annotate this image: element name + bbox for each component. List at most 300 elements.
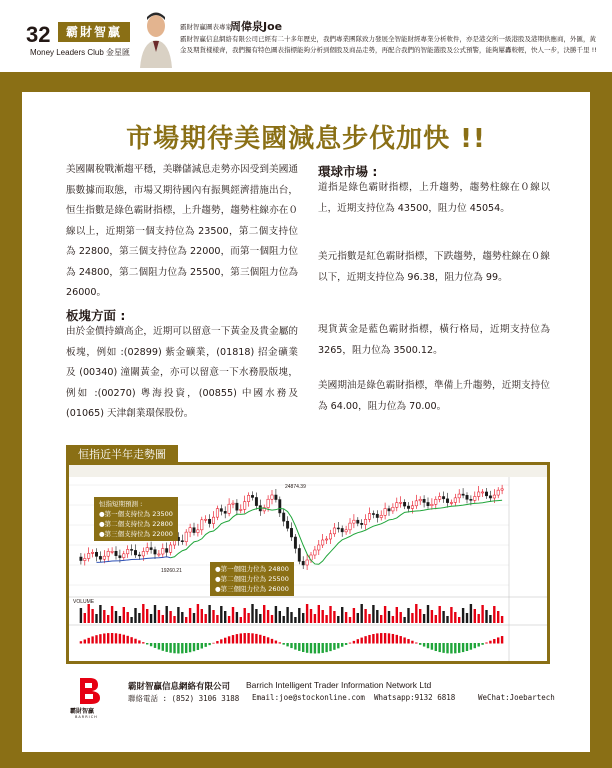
candle-body [115,551,117,555]
support-2: ●第二個支持位為 22800 [99,520,173,528]
macd-bar [263,636,265,644]
candle-body [427,502,429,505]
left-paragraph-1: 美國關稅戰漸趨平穩，美聯儲減息走勢亦因受到美國通脹數據而取態，市場又期待國內有振興經濟措施出台，恒生指數是綠色霸財指標，上升趨勢，趨勢柱線亦在０線以上，近期第一個支持位為 23500，第二個支持位為 22800，第三個支持位為 22000，而第一個阻力位為 24800，第二個阻力位為 25500，第三個阻力位為 26000。 [66,164,298,298]
macd-bar [181,643,183,653]
volume-bar [127,612,129,623]
macd-bar [240,633,242,643]
macd-bar [380,633,382,643]
volume-bar [146,609,148,623]
volume-bar [392,616,394,623]
volume-bar [446,616,448,623]
macd-bar [283,643,285,645]
candle-body [419,499,421,501]
macd-bar [493,639,495,643]
volume-bar [466,613,468,623]
club-name: Money Leaders Club 金星匯 [30,48,131,57]
macd-bar [220,639,222,643]
volume-bar [193,613,195,623]
macd-bar [107,633,109,643]
macd-bar [497,637,499,643]
macd-bar [279,642,281,643]
macd-bar [123,635,125,644]
company-name-en: Barrich Intelligent Trader Information Network Ltd [246,680,432,690]
candle-body [130,549,132,550]
volume-bar [181,612,183,623]
volume-bar [372,605,374,623]
candle-body [435,499,437,504]
macd-bar [478,643,480,647]
candle-body [201,520,203,530]
macd-bar [189,643,191,652]
sector-heading: 板塊方面 : [66,308,126,323]
volume-bar [341,607,343,623]
macd-bar [353,641,355,644]
macd-bar [368,635,370,644]
macd-bar [146,643,148,644]
macd-bar [415,643,417,644]
volume-bar [107,615,109,623]
candlestick-chart [69,465,547,661]
volume-bar [220,606,222,623]
support-legend [94,497,178,541]
volume-bar [80,608,82,623]
volume-bar [111,606,113,623]
macd-bar [501,636,503,643]
macd-bar [423,643,425,647]
candle-body [478,492,480,497]
right-paragraph-3: 現貨黃金是藍色霸財指標，橫行格局，近期支持位為 3265，阻力位為 3500.12。 [318,324,550,356]
macd-bar [345,643,347,645]
volume-bar [255,609,257,623]
candle-body [91,552,93,553]
volume-bar [458,617,460,623]
hsi-chart [66,462,550,664]
volume-bar [294,617,296,623]
macd-bar [458,643,460,653]
volume-bar [396,607,398,623]
candle-body [197,530,199,533]
resistance-legend [210,562,294,596]
candle-body [396,503,398,508]
phone-number: 聯絡電話 : (852) 3106 3188 [128,694,240,703]
volume-bar [212,610,214,623]
volume-bar [130,617,132,623]
volume-bar [485,610,487,623]
volume-bar [259,614,261,623]
volume-bar [95,614,97,623]
candle-body [99,556,101,559]
email-address: Email:joe@stockonline.com [252,693,365,702]
volume-bar [493,606,495,623]
volume-bar [450,607,452,623]
intro-text: 霸財智贏信息網絡有限公司已經有二十多年歷史，我們專業團隊致力發展全智能財經專業分析軟件，亦是港交所一級港股及港期供應商，外匯，黃金及期貨樣樣齊，我們獨有特色圖表指標能夠分析到個股及商品走勢，再配合我們的智能選股及公式預警，能夠屢轟較輕，快人一步，決勝千里 !! [180,35,597,54]
macd-bar [267,637,269,643]
candle-body [154,550,156,554]
macd-bar [216,641,218,643]
macd-bar [247,633,249,643]
candle-body [474,496,476,500]
candle-body [376,514,378,517]
volume-bar [236,612,238,623]
volume-bar [205,614,207,623]
volume-bar [173,616,175,623]
volume-bar [361,604,363,623]
volume-bar [478,614,480,623]
macd-bar [271,639,273,644]
macd-bar [201,643,203,648]
candle-body [485,492,487,496]
volume-bar [123,607,125,623]
macd-bar [318,643,320,653]
macd-bar [150,643,152,646]
page-number: 32 [26,22,51,47]
candle-body [439,497,441,500]
volume-bar [407,608,409,623]
macd-bar [275,641,277,644]
candle-body [431,504,433,505]
volume-bar [185,617,187,623]
candle-body [349,523,351,530]
candle-body [380,515,382,517]
wechat-id: WeChat:Joebartech [478,693,555,702]
macd-bar [470,643,472,650]
volume-bar [169,611,171,623]
volume-bar [208,605,210,623]
macd-bar [84,639,86,643]
macd-bar [485,642,487,643]
macd-bar [364,636,366,643]
volume-label: VOLUME [73,599,95,605]
volume-bar [91,609,93,623]
macd-bar [286,643,288,646]
candle-body [283,513,285,521]
volume-bar [470,604,472,623]
macd-bar [80,641,82,643]
macd-bar [302,643,304,652]
macd-bar [357,639,359,643]
macd-bar [341,643,343,647]
macd-bar [251,633,253,643]
macd-bar [427,643,429,648]
candle-body [345,530,347,532]
macd-bar [306,643,308,653]
candle-body [244,502,246,510]
candle-body [442,497,444,499]
volume-bar [345,612,347,623]
candle-body [341,528,343,531]
macd-bar [255,634,257,644]
macd-bar [489,641,491,644]
chart-title: 恒指近半年走勢圖 [66,445,178,465]
volume-bar [244,608,246,623]
macd-bar [138,640,140,643]
volume-bar [115,611,117,623]
macd-bar [322,643,324,653]
macd-bar [310,643,312,653]
chart-header-strip [69,465,547,477]
macd-bar [403,637,405,643]
volume-bar [423,614,425,623]
candle-body [271,495,273,499]
macd-bar [88,638,90,644]
support-1: ●第一個支持位為 23500 [99,510,173,518]
macd-bar [177,643,179,653]
volume-bar [228,616,230,623]
candle-body [322,540,324,545]
macd-bar [298,643,300,651]
candle-body [368,514,370,520]
macd-bar [333,643,335,650]
macd-bar [142,642,144,643]
volume-bar [322,610,324,623]
candle-body [107,551,109,556]
logo-text: 霸財智贏 [70,708,95,715]
volume-bar [166,606,168,623]
candle-body [208,519,210,523]
candle-body [169,545,171,552]
volume-bar [150,614,152,623]
macd-bar [290,643,292,648]
macd-bar [130,637,132,643]
author-photo [136,8,176,68]
volume-bar [376,610,378,623]
candle-body [450,502,452,503]
candle-body [185,532,187,542]
volume-bar [99,605,101,623]
macd-bar [361,638,363,644]
volume-bar [154,605,156,623]
candle-body [181,541,183,542]
candle-body [279,500,281,513]
macd-bar [99,634,101,643]
volume-bar [439,606,441,623]
macd-bar [419,643,421,645]
company-name-cn: 霸財智贏信息網絡有限公司 [128,682,231,692]
volume-bar [388,611,390,623]
candle-body [314,550,316,555]
volume-bar [349,617,351,623]
candle-body [251,495,253,497]
macd-bar [212,643,214,644]
volume-bar [84,613,86,623]
volume-bar [224,611,226,623]
volume-bar [290,612,292,623]
volume-bar [263,605,265,623]
macd-bar [314,643,316,653]
candle-body [193,528,195,533]
volume-bar [306,604,308,623]
macd-bar [95,635,97,643]
peak-label: 24874.39 [285,484,306,490]
macd-bar [228,636,230,643]
macd-bar [481,643,483,645]
volume-bar [103,610,105,623]
volume-bar [403,617,405,623]
candle-body [454,498,456,503]
candle-body [134,550,136,555]
candle-body [325,539,327,540]
volume-bar [279,611,281,623]
macd-bar [294,643,296,650]
macd-bar [232,635,234,643]
candle-body [166,549,168,553]
volume-bar [134,608,136,623]
macd-bar [205,643,207,647]
volume-bar [310,609,312,623]
volume-bar [419,609,421,623]
candle-body [95,552,97,556]
macd-bar [400,636,402,643]
volume-bar [427,605,429,623]
candle-body [423,499,425,502]
candle-body [228,504,230,513]
right-paragraph-4: 美國期油是綠色霸財指標，準備上升趨勢，近期支持位為 64.00，阻力位為 70.00。 [318,380,550,412]
candle-body [220,509,222,512]
volume-bar [368,614,370,623]
candle-body [353,520,355,523]
logo-subtext: BARRICH [75,715,98,719]
candle-body [275,495,277,500]
candle-body [364,519,366,524]
candle-body [462,494,464,495]
macd-bar [349,643,351,644]
candle-body [84,558,86,560]
volume-bar [442,611,444,623]
macd-bar [372,634,374,643]
macd-bar [392,634,394,644]
candle-body [388,509,390,511]
candle-body [337,528,339,529]
volume-bar [302,613,304,623]
volume-bar [247,613,249,623]
candle-body [286,521,288,528]
volume-bar [333,611,335,623]
right-paragraph-2: 美元指數是紅色霸財指標，下跌趨勢，趨勢柱線在０線以下，近期支持位為 96.38，阻力位為 99。 [318,251,550,283]
support-3: ●第三個支持位為 22000 [99,530,173,538]
macd-bar [236,634,238,643]
volume-bar [240,617,242,623]
macd-bar [431,643,433,650]
macd-bar [166,643,168,652]
volume-bar [497,611,499,623]
volume-bar [462,608,464,623]
candle-body [150,548,152,550]
candle-body [458,494,460,498]
candle-body [247,495,249,501]
resistance-2: ●第二個阻力位為 25500 [215,575,289,583]
candle-body [489,496,491,498]
candle-body [415,501,417,506]
volume-bar [435,615,437,623]
candle-body [290,528,292,537]
volume-bar [364,609,366,623]
macd-bar [162,643,164,651]
candle-body [189,528,191,532]
macd-bar [454,643,456,653]
candle-body [216,509,218,518]
article-title: 市場期待美國減息步伐加快 !! [126,124,486,154]
macd-bar [337,643,339,648]
candle-body [162,549,164,554]
volume-bar [271,615,273,623]
volume-bar [162,615,164,623]
candle-body [240,509,242,510]
volume-bar [201,609,203,623]
candle-body [142,551,144,555]
candle-body [138,555,140,556]
macd-bar [185,643,187,653]
candle-body [481,492,483,493]
candle-body [493,495,495,498]
candle-body [384,509,386,516]
candle-body [158,554,160,555]
volume-bar [384,606,386,623]
right-paragraph-1: 道指是綠色霸財指標，上升趨勢，趨勢柱線在０線以上，近期支持位為 43500，阻力位 45054。 [318,182,550,214]
candle-body [294,537,296,548]
candle-body [212,517,214,523]
candle-body [302,561,304,565]
macd-bar [442,643,444,653]
candle-body [318,545,320,550]
support-title: 恒指短期預測 : [99,500,143,508]
candle-body [501,489,503,490]
macd-bar [325,643,327,652]
volume-bar [318,605,320,623]
candle-body [497,490,499,495]
macd-bar [111,633,113,643]
macd-bar [411,641,413,644]
macd-bar [462,643,464,652]
volume-bar [232,607,234,623]
macd-bar [127,636,129,644]
macd-bar [173,643,175,653]
candle-body [80,557,82,561]
candle-body [407,506,409,508]
volume-bar [119,616,121,623]
macd-bar [197,643,199,650]
macd-bar [466,643,468,651]
macd-bar [154,643,156,648]
global-market-heading: 環球市場 : [318,164,378,179]
volume-bar [158,610,160,623]
volume-bar [267,610,269,623]
candle-body [357,520,359,523]
macd-bar [329,643,331,651]
volume-bar [325,615,327,623]
macd-bar [134,639,136,644]
macd-bar [435,643,437,651]
macd-bar [224,638,226,644]
volume-bar [177,607,179,623]
barrich-logo [76,676,106,706]
macd-bar [407,639,409,643]
candle-body [255,497,257,505]
candle-body [361,523,363,524]
candle-body [333,528,335,534]
resistance-1: ●第一個阻力位為 24800 [215,565,289,573]
candle-body [119,556,121,558]
volume-bar [474,609,476,623]
candle-body [403,502,405,506]
macd-bar [388,633,390,643]
macd-bar [474,643,476,648]
macd-bar [446,643,448,653]
volume-bar [454,612,456,623]
volume-bar [481,605,483,623]
volume-bar [353,608,355,623]
volume-bar [411,613,413,623]
candle-body [111,551,113,552]
